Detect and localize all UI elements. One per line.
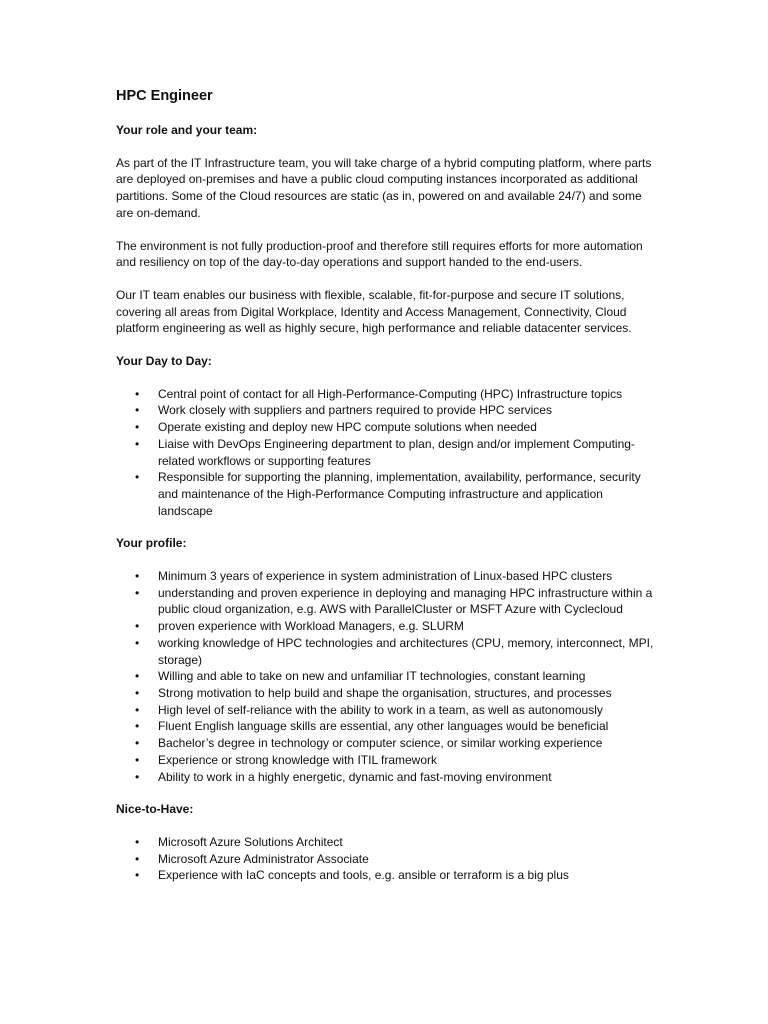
list-item [116,402,656,419]
list-item-text: Willing and able to take on new and unfamiliar IT technologies, constant learning [158,669,586,684]
bullet-icon: • [135,403,140,418]
bullet-icon: • [135,736,140,751]
list-item [116,668,656,685]
list-item-text: Strong motivation to help build and shape the organisation, structures, and processes [158,685,612,700]
list-item [116,867,656,884]
profile-list [116,568,656,785]
bullet-icon: • [135,420,140,435]
bullet-icon: • [135,752,140,767]
list-item [116,436,656,469]
list-item-text: Microsoft Azure Administrator Associate [158,851,369,866]
nice-to-have-heading: Nice-to-Have: [116,802,194,817]
list-item [116,769,656,786]
list-item-text: understanding and proven experience in deploying and managing HPC infrastructure within a public cloud organization, e.g. AWS with ParallelCluster or MSFT Azure with Cyclecloud [158,585,653,617]
bullet-icon: • [135,619,140,634]
list-item [116,702,656,719]
team-paragraph: Our IT team enables our business with flexible, scalable, fit-for-purpose and secure IT solutions, covering all areas from Digital Workplace, Identity and Access Management, Connectivity, Cloud platform engineering as well as highly secure, high performance and reliable datacenter services. [116,287,632,336]
list-item-text: Liaise with DevOps Engineering department to plan, design and/or implement Computing-related workflows or supporting features [158,436,635,468]
bullet-icon: • [135,851,140,866]
list-item-text: Responsible for supporting the planning, implementation, availability, performance, security and maintenance of the High-Performance Computing infrastructure and application landscape [158,470,641,518]
intro-paragraph: As part of the IT Infrastructure team, you will take charge of a hybrid computing platform, where parts are deployed on-premises and have a public cloud computing instances incorporated as additional partitions. Some of the Cloud resources are static (as in, powered on and available 24/7) and some are on-demand. [116,155,652,220]
list-item [116,851,656,868]
list-item [116,386,656,403]
day-to-day-heading: Your Day to Day: [116,354,212,369]
list-item [116,685,656,702]
list-item-text: Operate existing and deploy new HPC compute solutions when needed [158,420,537,435]
list-item [116,635,656,668]
list-item-text: working knowledge of HPC technologies and architectures (CPU, memory, interconnect, MPI, storage) [158,635,654,667]
list-item-text: High level of self-reliance with the ability to work in a team, as well as autonomously [158,702,603,717]
list-item-text: Ability to work in a highly energetic, dynamic and fast-moving environment [158,769,552,784]
list-item-text: Experience with IaC concepts and tools, e.g. ansible or terraform is a big plus [158,868,569,883]
list-item [116,469,656,519]
bullet-icon: • [135,702,140,717]
list-item [116,735,656,752]
list-item-text: Work closely with suppliers and partners required to provide HPC services [158,403,552,418]
profile-heading: Your profile: [116,536,187,551]
nice-to-have-list [116,834,656,884]
list-item [116,834,656,851]
bullet-icon: • [135,669,140,684]
list-item [116,718,656,735]
bullet-icon: • [135,585,140,600]
bullet-icon: • [135,769,140,784]
page-title: HPC Engineer [116,88,213,104]
bullet-icon: • [135,635,140,650]
bullet-icon: • [135,868,140,883]
list-item [116,568,656,585]
list-item [116,752,656,769]
bullet-icon: • [135,436,140,451]
list-item [116,585,656,618]
list-item-text: proven experience with Workload Managers, e.g. SLURM [158,619,464,634]
list-item-text: Bachelor’s degree in technology or computer science, or similar working experience [158,736,603,751]
day-to-day-list [116,386,656,520]
bullet-icon: • [135,719,140,734]
list-item-text: Central point of contact for all High-Performance-Computing (HPC) Infrastructure topics [158,386,623,401]
bullet-icon: • [135,834,140,849]
bullet-icon: • [135,386,140,401]
role-heading: Your role and your team: [116,123,258,137]
document-body [116,86,656,900]
list-item-text: Fluent English language skills are essential, any other languages would be beneficial [158,719,609,734]
list-item [116,419,656,436]
list-item-text: Microsoft Azure Solutions Architect [158,834,343,849]
list-item-text: Experience or strong knowledge with ITIL framework [158,752,438,767]
environment-paragraph: The environment is not fully production-proof and therefore still requires efforts for more automation and resiliency on top of the day-to-day operations and support handed to the end-users. [116,238,643,270]
bullet-icon: • [135,685,140,700]
list-item-text: Minimum 3 years of experience in system administration of Linux-based HPC clusters [158,569,613,584]
bullet-icon: • [135,470,140,485]
bullet-icon: • [135,569,140,584]
list-item [116,618,656,635]
